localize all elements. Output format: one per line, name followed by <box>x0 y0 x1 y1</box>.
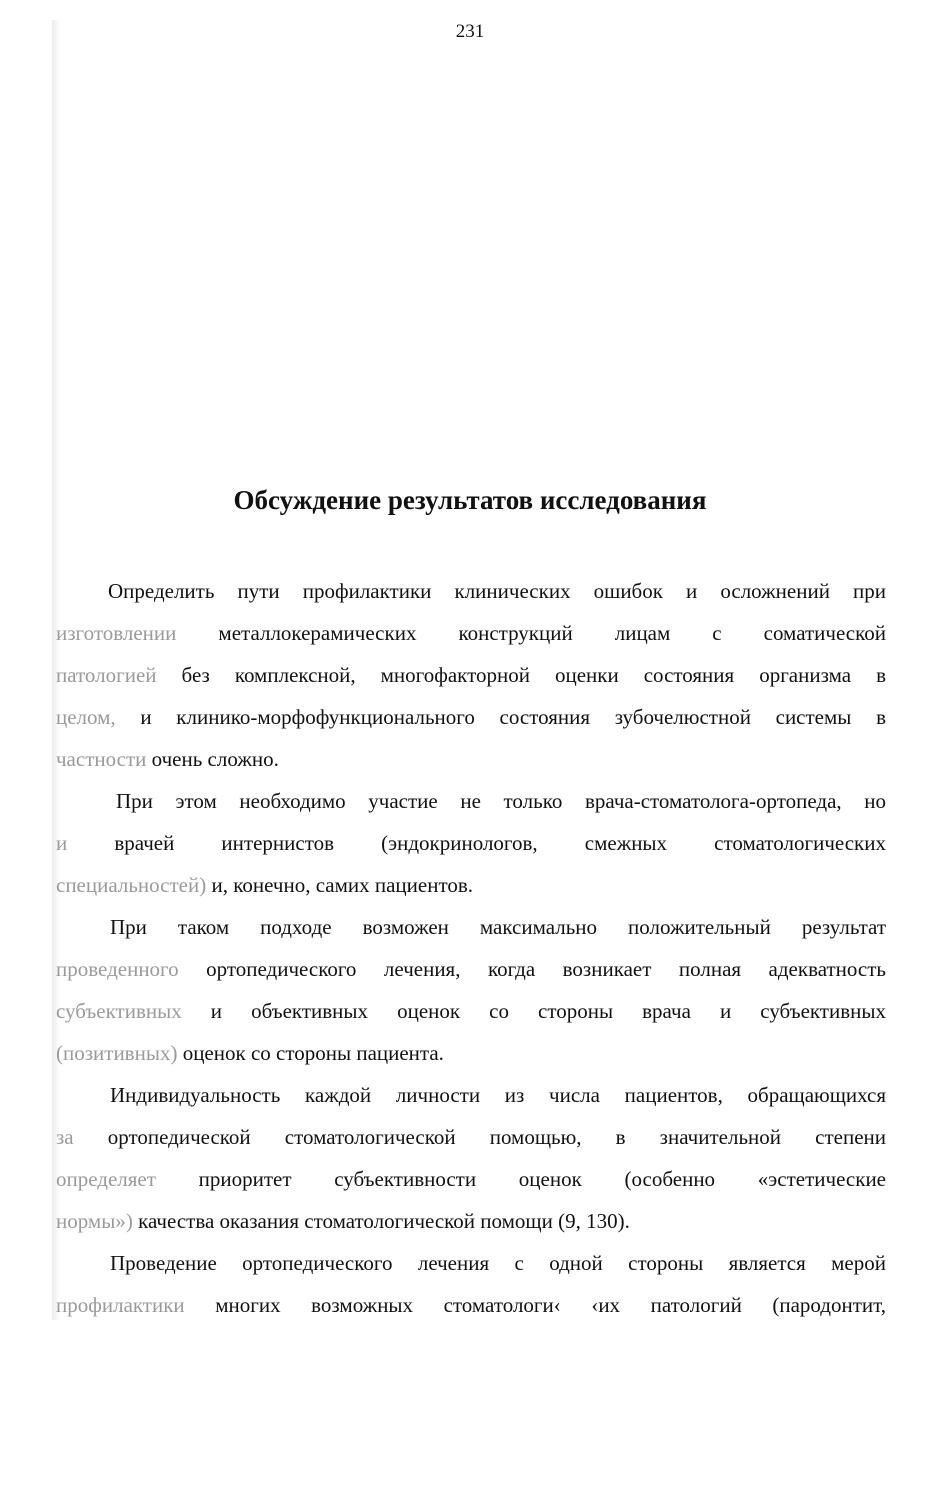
text-line: Определить пути профилактики клинических ошибок и осложнений при <box>108 579 886 603</box>
paragraph-2 <box>56 780 886 906</box>
text-line: частности очень сложно. <box>56 747 279 771</box>
body-text <box>56 570 886 1326</box>
text-line: и врачей интернистов (эндокринологов, смежных стоматологических <box>56 831 886 855</box>
text-line: (позитивных) оценок со стороны пациента. <box>56 1041 444 1065</box>
paragraph-4 <box>56 1074 886 1242</box>
text-line: специальностей) и, конечно, самих пациентов. <box>56 873 474 897</box>
text-line: Проведение ортопедического лечения с одной стороны является мерой <box>110 1251 886 1275</box>
text-line: При этом необходимо участие не только врача-стоматолога-ортопеда, но <box>116 789 886 813</box>
text-line: При таком подходе возможен максимально положительный результат <box>110 915 886 939</box>
paragraph-1 <box>56 570 886 780</box>
text-line: определяет приоритет субъективности оценок (особенно «эстетические <box>56 1167 886 1191</box>
paragraph-3 <box>56 906 886 1074</box>
paragraph-5 <box>56 1242 886 1326</box>
section-heading: Обсуждение результатов исследования <box>233 485 707 515</box>
text-line: патологией без комплексной, многофакторной оценки состояния организма в <box>56 663 886 687</box>
page-number: 231 <box>455 21 485 42</box>
text-line: целом, и клинико-морфофункционального состояния зубочелюстной системы в <box>56 705 886 729</box>
text-line: изготовлении металлокерамических конструкций лицам с соматической <box>56 621 886 645</box>
text-line: нормы») качества оказания стоматологической помощи (9, 130). <box>56 1209 630 1233</box>
text-line: Индивидуальность каждой личности из числа пациентов, обращающихся <box>110 1083 886 1107</box>
text-line: субъективных и объективных оценок со стороны врача и субъективных <box>56 999 886 1023</box>
text-line: профилактики многих возможных стоматологи‹ ‹их патологий (пародонтит, <box>56 1293 886 1317</box>
text-line: проведенного ортопедического лечения, когда возникает полная адекватность <box>56 957 886 981</box>
text-line: за ортопедической стоматологической помощью, в значительной степени <box>56 1125 886 1149</box>
